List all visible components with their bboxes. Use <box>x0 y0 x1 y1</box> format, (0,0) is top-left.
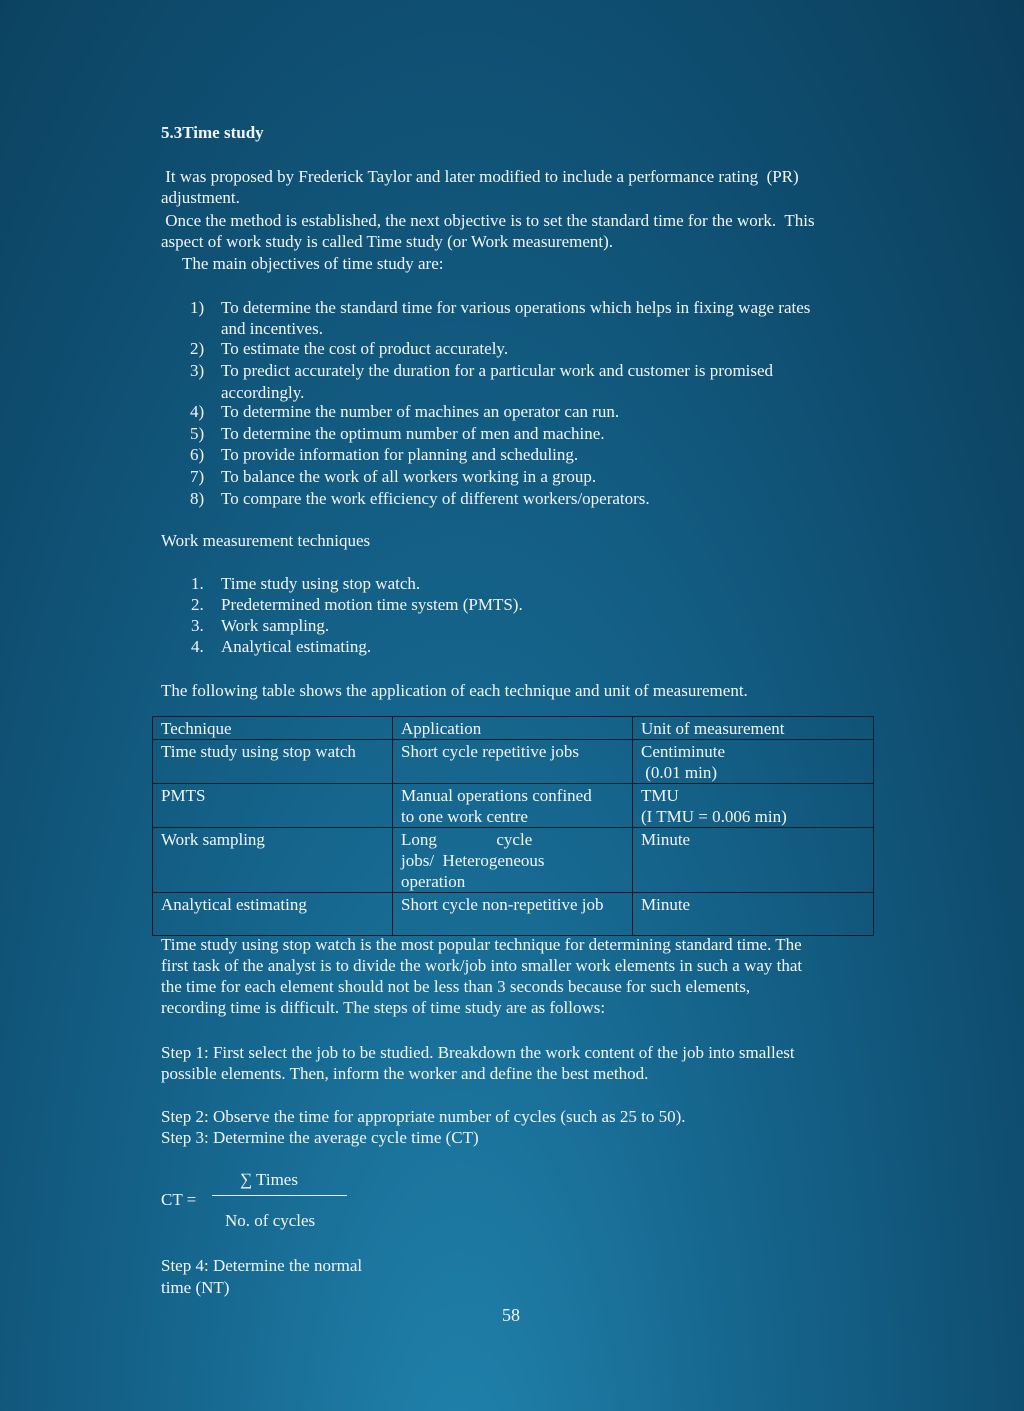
list-item: To compare the work efficiency of different workers/operators. <box>221 489 650 508</box>
cell-line: TMU <box>641 786 679 805</box>
list-number: 6) <box>190 445 205 464</box>
page-number: 58 <box>502 1305 520 1325</box>
intro-line: It was proposed by Frederick Taylor and later modified to include a performance rating (PR) <box>161 167 799 186</box>
table-cell <box>393 828 633 893</box>
list-item: and incentives. <box>221 319 323 338</box>
table-intro: The following table shows the application of each technique and unit of measurement. <box>161 681 748 700</box>
table-cell <box>393 784 633 828</box>
list-number: 2) <box>190 339 205 358</box>
paragraph-line: recording time is difficult. The steps of time study are as follows: <box>161 998 606 1017</box>
step-4-line: Step 4: Determine the normal <box>161 1256 363 1275</box>
table-header-cell: Technique <box>153 717 393 740</box>
list-item: accordingly. <box>221 383 305 402</box>
table-cell: Time study using stop watch <box>153 740 393 784</box>
cell-line: (0.01 min) <box>641 763 718 782</box>
fraction-bar <box>212 1195 347 1196</box>
list-item: To estimate the cost of product accurately. <box>221 339 509 358</box>
cell-line: Centiminute <box>641 742 726 761</box>
table-cell: PMTS <box>153 784 393 828</box>
table-cell <box>393 740 633 784</box>
paragraph-line: the time for each element should not be less than 3 seconds because for such elements, <box>161 977 751 996</box>
intro-line: Once the method is established, the next objective is to set the standard time for the work. This <box>161 211 815 230</box>
intro-line: aspect of work study is called Time study (or Work measurement). <box>161 232 614 251</box>
table-header-cell: Application <box>393 717 633 740</box>
table-row <box>153 828 874 893</box>
list-item: Analytical estimating. <box>221 637 372 656</box>
list-number: 1) <box>190 298 205 317</box>
cell-line: to one work centre <box>401 807 528 826</box>
intro-line: The main objectives of time study are: <box>161 254 444 273</box>
techniques-heading: Work measurement techniques <box>161 531 371 550</box>
list-number: 7) <box>190 467 205 486</box>
cell-line: Manual operations confined <box>401 786 592 805</box>
cell-line: (I TMU = 0.006 min) <box>641 807 787 826</box>
cell-line: Minute <box>641 895 691 914</box>
table-header-cell: Unit of measurement <box>633 717 874 740</box>
list-item: To balance the work of all workers working in a group. <box>221 467 597 486</box>
table-cell <box>633 784 874 828</box>
list-item: Time study using stop watch. <box>221 574 421 593</box>
list-number: 2. <box>191 595 204 614</box>
cell-line: Long cycle <box>401 830 533 849</box>
list-item: To predict accurately the duration for a particular work and customer is promised <box>221 361 774 380</box>
list-number: 5) <box>190 424 205 443</box>
techniques-table <box>152 716 874 936</box>
step-4-line: time (NT) <box>161 1278 230 1297</box>
list-item: To provide information for planning and scheduling. <box>221 445 579 464</box>
cell-line: Minute <box>641 830 691 849</box>
list-number: 1. <box>191 574 204 593</box>
table-cell: Work sampling <box>153 828 393 893</box>
table-header-row <box>153 717 874 740</box>
step-1-line: possible elements. Then, inform the worker and define the best method. <box>161 1064 649 1083</box>
step-3: Step 3: Determine the average cycle time (CT) <box>161 1128 479 1147</box>
cell-line: operation <box>401 872 466 891</box>
list-item: Predetermined motion time system (PMTS). <box>221 595 523 614</box>
step-2: Step 2: Observe the time for appropriate number of cycles (such as 25 to 50). <box>161 1107 686 1126</box>
table-cell <box>633 893 874 936</box>
table-row <box>153 893 874 936</box>
list-item: To determine the optimum number of men and machine. <box>221 424 605 443</box>
step-1-line: Step 1: First select the job to be studied. Breakdown the work content of the job into smallest <box>161 1043 795 1062</box>
formula-lhs: CT = <box>161 1190 197 1209</box>
list-number: 8) <box>190 489 205 508</box>
cell-line: Short cycle repetitive jobs <box>401 742 579 761</box>
table-cell <box>633 740 874 784</box>
list-number: 4) <box>190 402 205 421</box>
list-item: To determine the number of machines an operator can run. <box>221 402 620 421</box>
list-item: To determine the standard time for various operations which helps in fixing wage rates <box>221 298 811 317</box>
table-cell <box>633 828 874 893</box>
cell-line: Short cycle non-repetitive job <box>401 895 604 914</box>
cell-line: jobs/ Heterogeneous <box>401 851 545 870</box>
list-item: Work sampling. <box>221 616 330 635</box>
table-cell <box>393 893 633 936</box>
table-cell: Analytical estimating <box>153 893 393 936</box>
paragraph-line: first task of the analyst is to divide the work/job into smaller work elements in such a way that <box>161 956 803 975</box>
list-number: 3. <box>191 616 204 635</box>
formula-denominator: No. of cycles <box>225 1211 316 1230</box>
section-title: 5.3Time study <box>161 123 264 142</box>
table-row <box>153 740 874 784</box>
table-row <box>153 784 874 828</box>
formula-numerator: ∑ Times <box>240 1170 298 1189</box>
paragraph-line: Time study using stop watch is the most popular technique for determining standard time. The <box>161 935 802 954</box>
intro-line: adjustment. <box>161 188 240 207</box>
list-number: 3) <box>190 361 205 380</box>
list-number: 4. <box>191 637 204 656</box>
